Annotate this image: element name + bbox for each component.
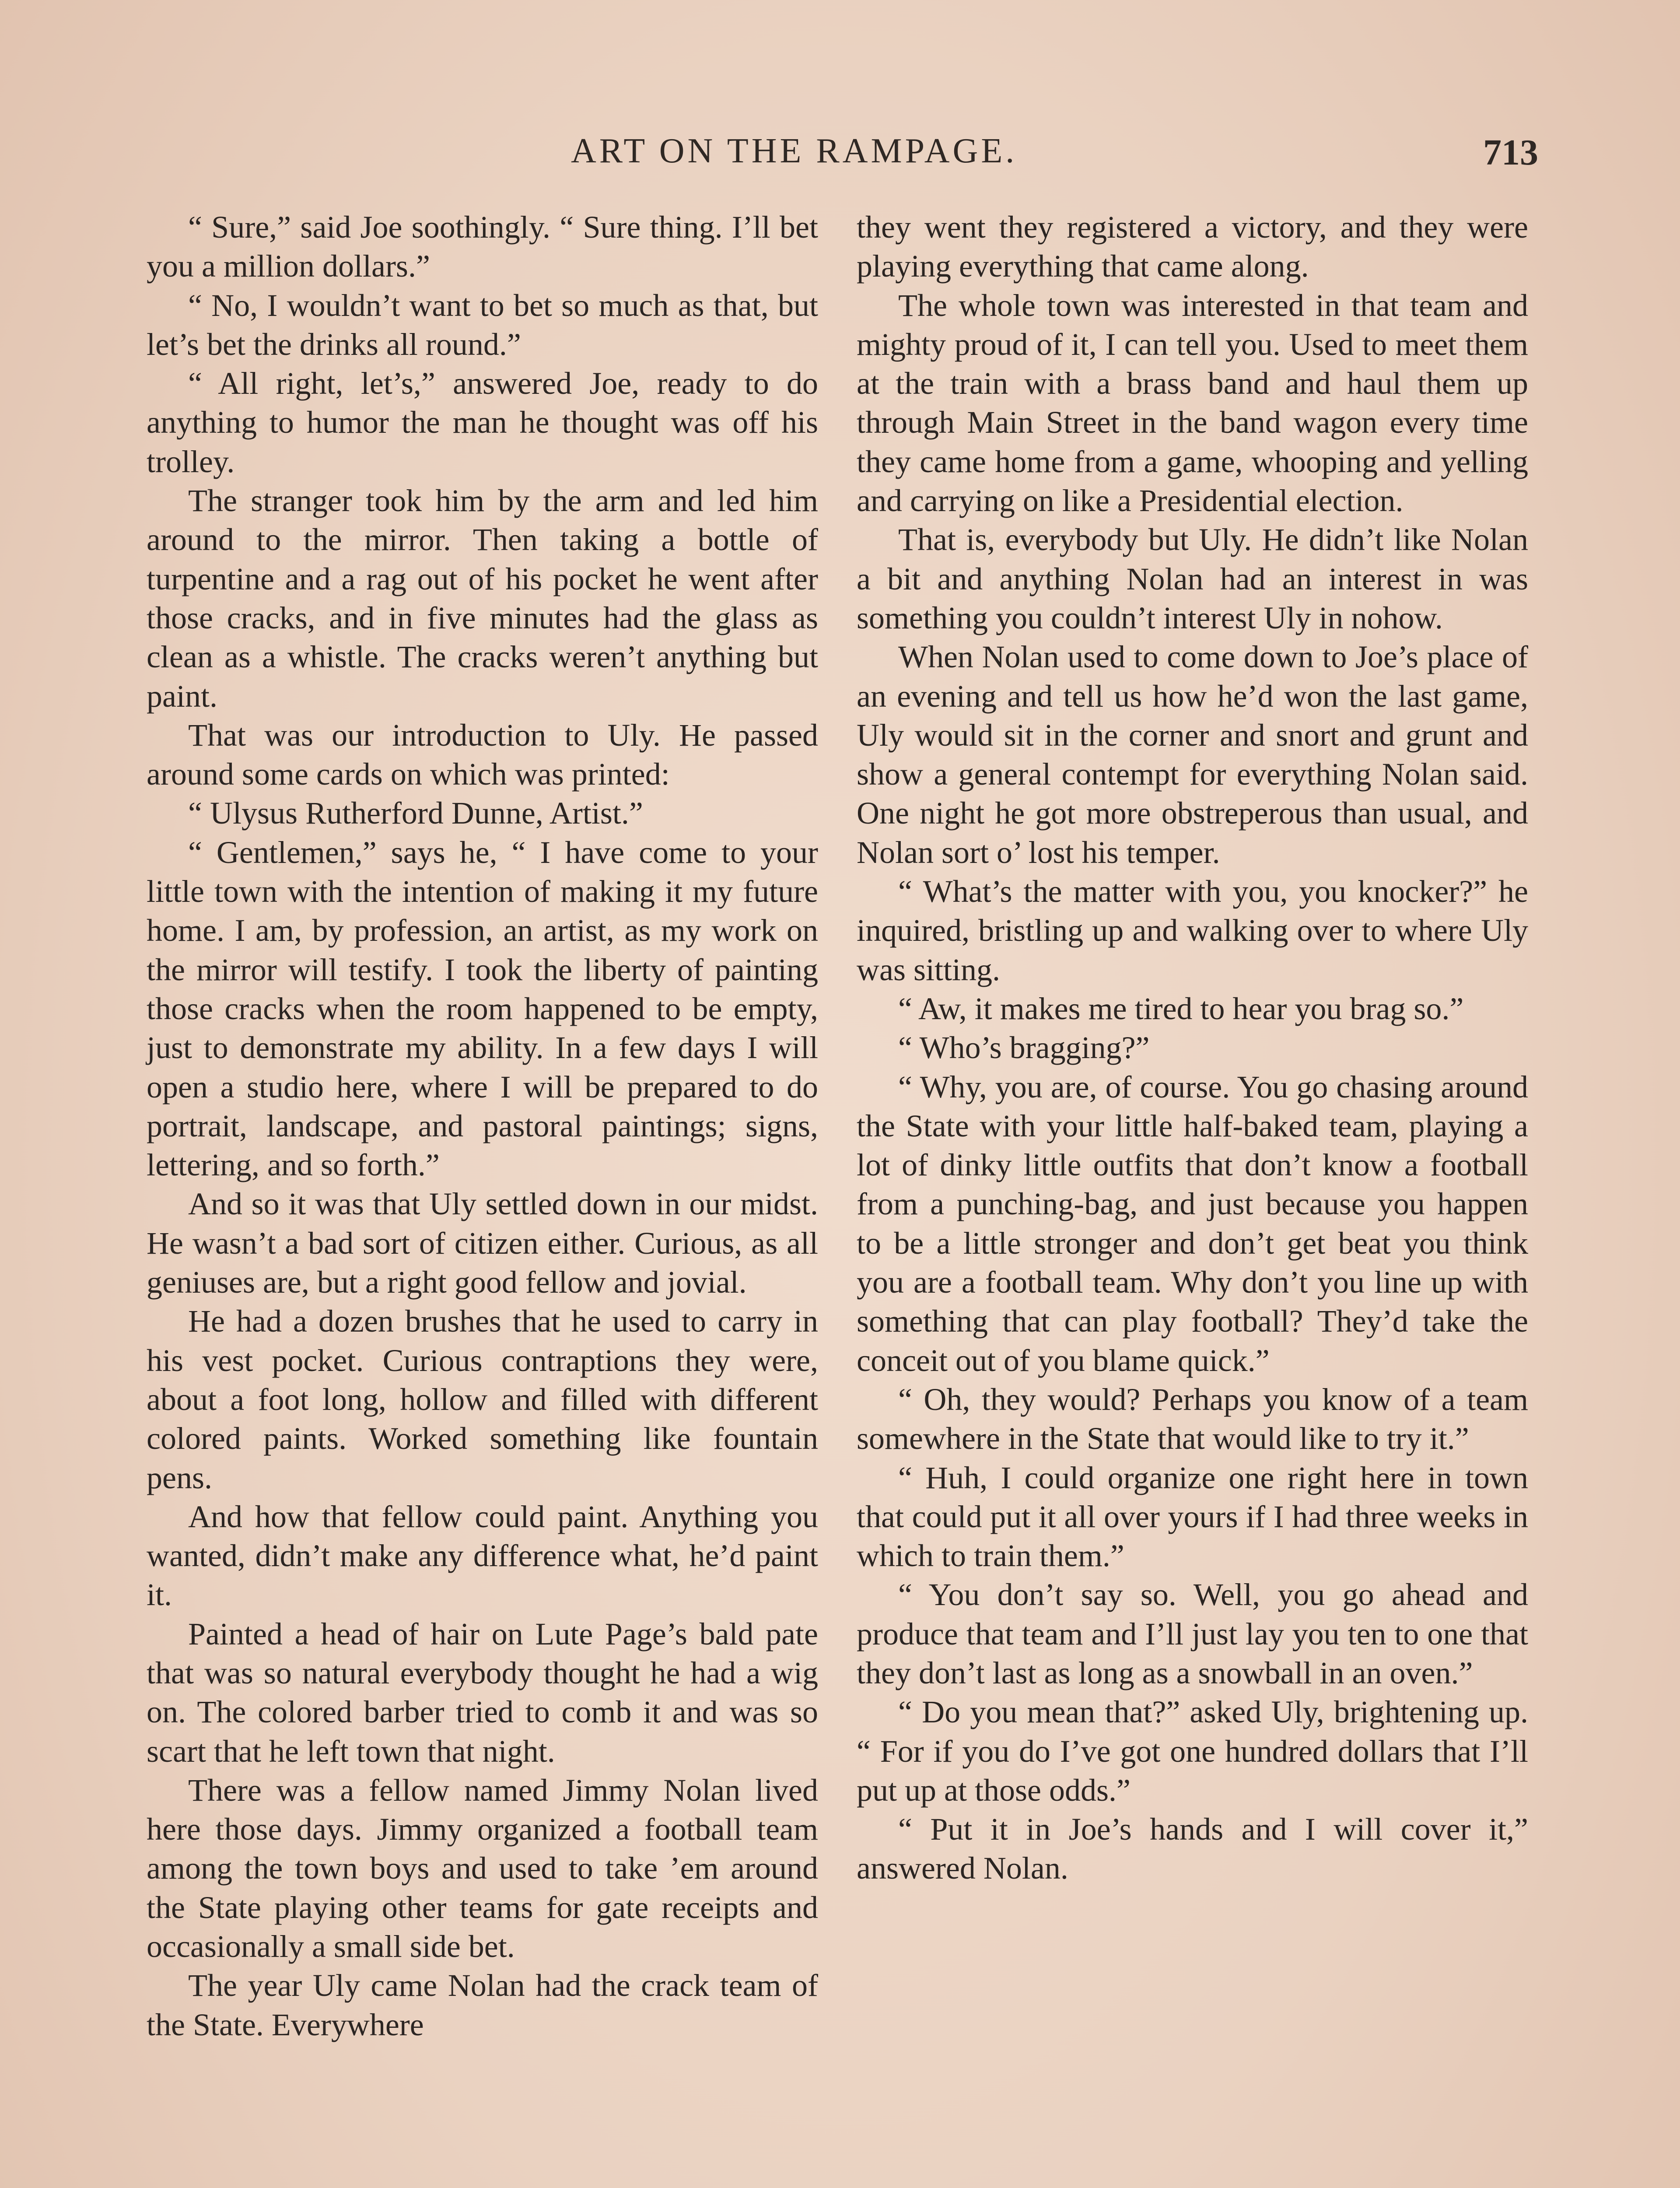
paragraph: “ What’s the matter with you, you knocker?” he inquired, bristling up and walking over to where Uly was sitting. — [857, 874, 1528, 987]
page-header — [0, 131, 1680, 179]
paragraph: He had a dozen brushes that he used to carry in his vest pocket. Curious contraptions they were, about a foot long, hollow and filled with different colored paints. Worked something like fountain pens. — [147, 1304, 818, 1495]
paragraph: The whole town was interested in that team and mighty proud of it, I can tell you. Used to meet them at the train with a brass band and haul them up through Main Street in the band wagon every time they came home from a game, whooping and yelling and carrying on like a Presidential election. — [857, 288, 1528, 519]
paragraph: And so it was that Uly settled down in our midst. He wasn’t a bad sort of citizen either. Curious, as all geniuses are, but a right good fellow and jovial. — [147, 1186, 818, 1300]
paragraph: “ Sure,” said Joe soothingly. “ Sure thing. I’ll bet you a million dollars.” — [147, 210, 818, 284]
left-column — [147, 208, 818, 2044]
paragraph: “ Ulysus Rutherford Dunne, Artist.” — [188, 796, 643, 831]
paragraph: “ Aw, it makes me tired to hear you brag so.” — [898, 991, 1464, 1026]
paragraph: When Nolan used to come down to Joe’s place of an evening and tell us how he’d won the last game, Uly would sit in the corner and snort and grunt and show a general contempt for everything Nolan said. One night he got more obstreperous than usual, and Nolan sort o’ lost his temper. — [857, 639, 1528, 870]
paragraph: The year Uly came Nolan had the crack team of the State. Everywhere — [147, 1968, 818, 2042]
paragraph: “ All right, let’s,” answered Joe, ready to do anything to humor the man he thought was off his trolley. — [147, 366, 818, 479]
paragraph: “ Who’s bragging?” — [898, 1030, 1150, 1066]
paragraph: And how that fellow could paint. Anything you wanted, didn’t make any difference what, he’d paint it. — [147, 1499, 818, 1613]
paragraph: “ Put it in Joe’s hands and I will cover it,” answered Nolan. — [857, 1812, 1528, 1886]
paragraph: There was a fellow named Jimmy Nolan lived here those days. Jimmy organized a football team among the town boys and used to take ’em around the State playing other teams for gate receipts and occasionally a small side bet. — [147, 1772, 818, 1964]
right-column — [857, 208, 1528, 1888]
paragraph: “ Gentlemen,” says he, “ I have come to your little town with the intention of making it my future home. I am, by profession, an artist, as my work on the mirror will testify. I took the liberty of painting those cracks when the room happened to be empty, just to demonstrate my ability. In a few days I will open a studio here, where I will be prepared to do portrait, landscape, and pastoral paintings; signs, lettering, and so forth.” — [147, 835, 818, 1183]
paragraph: Painted a head of hair on Lute Page’s bald pate that was so natural everybody thought he had a wig on. The colored barber tried to comb it and was so scart that he left town that night. — [147, 1616, 818, 1769]
paragraph: “ You don’t say so. Well, you go ahead and produce that team and I’ll just lay you ten to one that they don’t last as long as a snowball in an oven.” — [857, 1577, 1528, 1690]
page-number: 713 — [1483, 132, 1538, 173]
paragraph: “ Do you mean that?” asked Uly, brightening up. “ For if you do I’ve got one hundred dollars that I’ll put up at those odds.” — [857, 1694, 1528, 1808]
paragraph: That was our introduction to Uly. He passed around some cards on which was printed: — [147, 717, 818, 792]
paragraph: “ Oh, they would? Perhaps you know of a team somewhere in the State that would like to try it.” — [857, 1382, 1528, 1456]
paragraph: “ Why, you are, of course. You go chasing around the State with your little half-baked team, playing a lot of dinky little outfits that don’t know a football from a punching-bag, and just because you happen to be a little stronger and don’t get beat you think you are a football team. Why don’t you line up with something that can play football? They’d take the conceit out of you blame quick.” — [857, 1069, 1528, 1378]
running-title: ART ON THE RAMPAGE. — [571, 132, 1018, 170]
paragraph: they went they registered a victory, and they were playing everything that came along. — [857, 210, 1528, 284]
paragraph: That is, everybody but Uly. He didn’t like Nolan a bit and anything Nolan had an interest in was something you couldn’t interest Uly in nohow. — [857, 522, 1528, 635]
paragraph: “ No, I wouldn’t want to bet so much as that, but let’s bet the drinks all round.” — [147, 288, 818, 362]
paragraph: “ Huh, I could organize one right here in town that could put it all over yours if I had three weeks in which to train them.” — [857, 1460, 1528, 1574]
paragraph: The stranger took him by the arm and led him around to the mirror. Then taking a bottle of turpentine and a rag out of his pocket he went after those cracks, and in five minutes had the glass as clean as a whistle. The cracks weren’t anything but paint. — [147, 483, 818, 714]
